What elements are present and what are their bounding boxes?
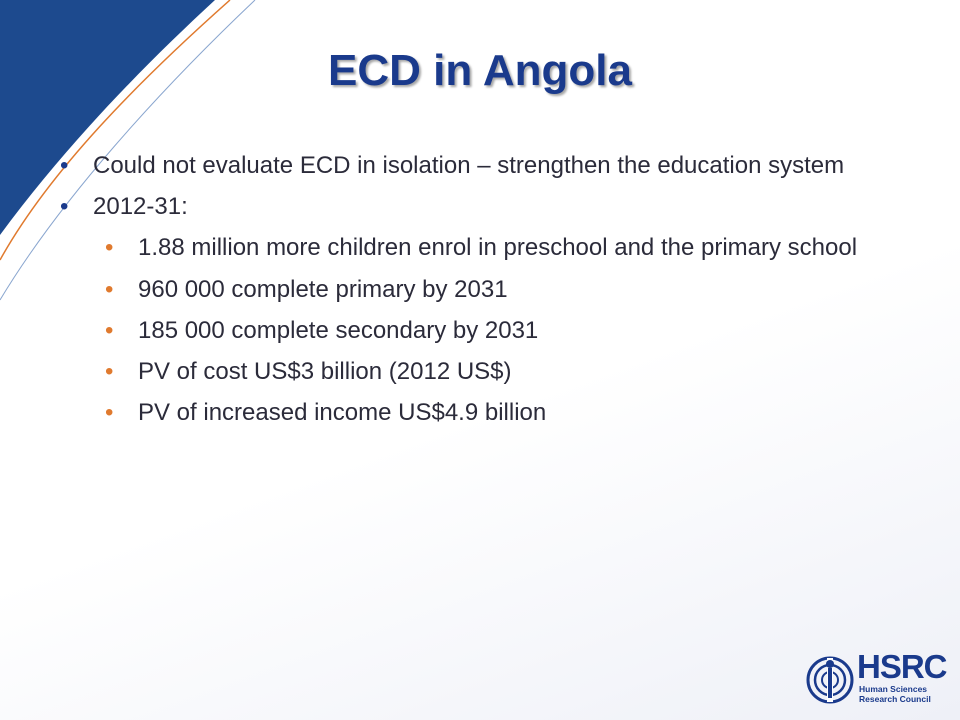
sub-bullet-text: PV of cost US$3 billion (2012 US$) [138, 357, 512, 385]
sub-bullet-item [55, 397, 905, 428]
sub-bullet-item [55, 315, 905, 346]
sub-bullet-text: 960 000 complete primary by 2031 [138, 275, 508, 303]
sub-bullet-dot: • [105, 399, 114, 427]
sub-bullet-text: 1.88 million more children enrol in preschool and the primary school [138, 234, 858, 262]
bullet-dot: • [60, 193, 69, 221]
logo-name: HSRC [857, 648, 947, 685]
bullet-text: 2012-31: [93, 193, 188, 221]
sub-bullet-item [55, 274, 905, 305]
sub-bullet-dot: • [105, 316, 114, 344]
bullet-item [55, 150, 905, 181]
sub-bullet-dot: • [105, 357, 114, 385]
sub-bullet-item [55, 232, 905, 263]
bullet-text: Could not evaluate ECD in isolation – strengthen the education system [93, 152, 845, 179]
slide-title: ECD in Angola [328, 46, 632, 95]
hsrc-logo [805, 648, 955, 714]
logo-subtitle [859, 684, 931, 704]
bullet-item [55, 191, 905, 222]
logo-sub-line: Human Sciences [859, 684, 928, 694]
sub-bullet-text: 185 000 complete secondary by 2031 [138, 316, 539, 344]
bullet-list [55, 150, 905, 438]
sub-bullet-text: PV of increased income US$4.9 billion [138, 399, 547, 427]
sub-bullet-dot: • [105, 234, 114, 262]
hsrc-emblem-icon [805, 650, 855, 710]
bullet-dot: • [60, 152, 69, 179]
logo-sub-line: Research Council [859, 694, 931, 704]
sub-bullet-item [55, 356, 905, 387]
sub-bullet-dot: • [105, 275, 114, 303]
